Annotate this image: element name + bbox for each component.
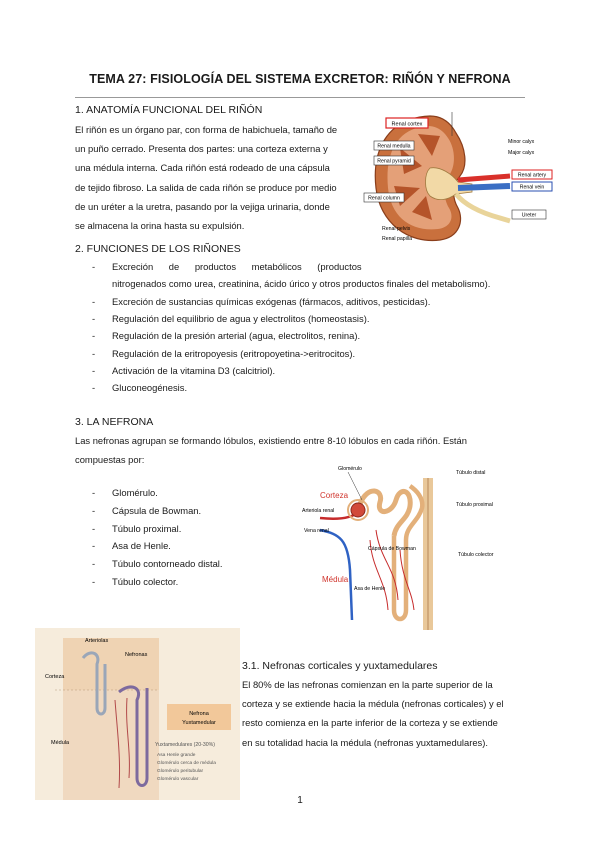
list-bullet: - xyxy=(92,382,96,394)
page-number: 1 xyxy=(297,795,303,806)
text-line: de un uréter a la uretra, pasando por la vejiga urinaria, donde xyxy=(75,200,330,212)
nephron-parts-list xyxy=(92,484,292,594)
section-31-paragraph xyxy=(242,675,527,752)
label-renal-cortex: Renal cortex xyxy=(391,121,423,128)
label-arteriolas: Arteriolas xyxy=(85,638,109,644)
list-bullet: - xyxy=(92,364,96,376)
label-renal-pyramid: Renal pyramid xyxy=(377,158,411,165)
list-bullet: - xyxy=(92,558,96,570)
juxtamedullary-figure xyxy=(35,628,240,800)
list-bullet: - xyxy=(92,330,96,342)
label-tubulo-proximal: Túbulo proximal xyxy=(456,502,493,508)
list-item-text: nitrogenados como urea, creatinina, ácido úrico y otros productos finales del metabolismo). xyxy=(112,278,491,290)
label-tubulo-colector: Túbulo colector xyxy=(458,552,494,558)
list-bullet: - xyxy=(92,504,96,516)
juxtamedullary-note-title: Yuxtamedulares (20-30%) xyxy=(155,742,215,748)
label-renal-column: Renal column xyxy=(368,195,400,202)
label-vena-renal: Vena renal xyxy=(304,528,329,534)
text-line: compuestas por: xyxy=(75,454,145,466)
text-line: en su totalidad hacia la médula (nefronas yuxtamedulares). xyxy=(242,736,488,748)
list-item-text: Cápsula de Bowman. xyxy=(112,504,202,516)
list-item-text: Activación de la vitamina D3 (calcitriol). xyxy=(112,364,276,376)
label-medula: Médula xyxy=(51,740,70,746)
text-line: Las nefronas agrupan se formando lóbulos, existiendo entre 8-10 lóbulos en cada riñón. Están xyxy=(75,435,467,446)
list-bullet: - xyxy=(92,487,96,498)
label-glomerulo: Glomérulo xyxy=(338,466,362,472)
list-item-text: Regulación del equilibrio de agua y electrolitos (homeostasis). xyxy=(112,312,370,324)
glomerulo xyxy=(351,503,365,517)
label-medula: Médula xyxy=(322,575,349,584)
juxtamedullary-box-line2: Yuxtamedular xyxy=(182,720,216,726)
list-bullet: - xyxy=(92,347,96,359)
list-bullet: - xyxy=(92,522,96,534)
text-line: El riñón es un órgano par, con forma de habichuela, tamaño de xyxy=(75,124,338,135)
list-bullet: - xyxy=(92,261,96,272)
juxtamedullary-note: Glomérulo vascular xyxy=(157,777,199,782)
list-item-text: Excreción de sustancias químicas exógenas (fármacos, aditivos, pesticidas). xyxy=(112,295,431,307)
label-tubulo-distal: Túbulo distal xyxy=(456,470,486,476)
juxtamedullary-note: Glomérulo peritubular xyxy=(157,769,204,774)
text-line: de tejido fibroso. La salida de cada riñón se produce por medio xyxy=(75,181,337,193)
list-item-text: Regulación de la eritropoyesis (eritropoyetina->eritrocitos). xyxy=(112,347,356,359)
label-renal-vein: Renal vein xyxy=(519,184,545,191)
text-line: El 80% de las nefronas comienzan en la parte superior de la xyxy=(242,679,493,690)
list-item-text: Glomérulo. xyxy=(112,487,158,498)
list-item-text: Túbulo contorneado distal. xyxy=(112,558,223,570)
label-ureter: Ureter xyxy=(521,212,537,219)
text-line: resto comienza en la parte inferior de la corteza y se extiende xyxy=(242,717,498,729)
section-31-heading: 3.1. Nefronas corticales y yuxtamedulares xyxy=(242,660,438,672)
list-bullet: - xyxy=(92,576,96,587)
juxtamedullary-note: Asa Henle grande xyxy=(157,753,196,758)
list-item-text: Gluconeogénesis. xyxy=(112,382,188,394)
text-line: una médula interna. Cada riñón está rodeado de una cápsula xyxy=(75,162,330,174)
list-item-text: Excreción de productos metabólicos (productos xyxy=(112,261,362,272)
juxtamedullary-note: Glomérulo cerca de médula xyxy=(157,761,216,766)
page-title: TEMA 27: FISIOLOGÍA DEL SISTEMA EXCRETOR: RIÑÓN Y NEFRONA xyxy=(89,72,511,86)
ureter xyxy=(456,194,510,221)
section-2-heading: 2. FUNCIONES DE LOS RIÑONES xyxy=(75,243,241,255)
text-line: corteza y se extiende hacia la médula (nefronas corticales) y el xyxy=(242,698,504,710)
juxtamedullary-box-line1: Nefrona xyxy=(189,711,209,717)
label-renal-papilla: Renal papilla xyxy=(382,236,412,242)
functions-list xyxy=(92,258,532,398)
label-renal-medulla: Renal medulla xyxy=(377,143,411,150)
list-item-text: Asa de Henle. xyxy=(112,540,171,552)
nephron-figure xyxy=(300,460,535,640)
text-line: un puño cerrado. Presenta dos partes: una corteza externa y xyxy=(75,143,328,155)
list-item-text: Regulación de la presión arterial (agua, electrolitos, renina). xyxy=(112,330,361,342)
section-1-heading: 1. ANATOMÍA FUNCIONAL DEL RIÑÓN xyxy=(75,104,263,116)
section-1-paragraph xyxy=(75,120,355,235)
label-major-calyx: Major calyx xyxy=(508,150,535,156)
label-corteza: Corteza xyxy=(45,674,65,680)
label-corteza: Corteza xyxy=(320,491,349,500)
label-minor-calyx: Minor calyx xyxy=(508,139,535,145)
list-bullet: - xyxy=(92,295,96,307)
label-asa-henle: Asa de Henle xyxy=(354,586,386,592)
label-nefronas: Nefronas xyxy=(125,652,148,658)
title-divider xyxy=(75,97,525,98)
section-3-heading: 3. LA NEFRONA xyxy=(75,416,154,428)
kidney-anatomy-figure xyxy=(360,108,555,248)
renal-vein xyxy=(458,186,510,188)
label-renal-artery: Renal artery xyxy=(517,172,547,179)
label-renal-pelvis: Renal pelvis xyxy=(382,226,411,232)
text-line: se almacena la orina hasta su expulsión. xyxy=(75,220,245,232)
label-arteriola-renal: Arteriola renal xyxy=(302,508,335,514)
list-item-text: Túbulo proximal. xyxy=(112,522,182,534)
label-capsula-bowman: Cápsula de Bowman xyxy=(368,546,416,552)
list-bullet: - xyxy=(92,540,96,552)
list-item-text: Túbulo colector. xyxy=(112,576,179,587)
list-bullet: - xyxy=(92,312,96,324)
renal-artery xyxy=(458,176,510,180)
